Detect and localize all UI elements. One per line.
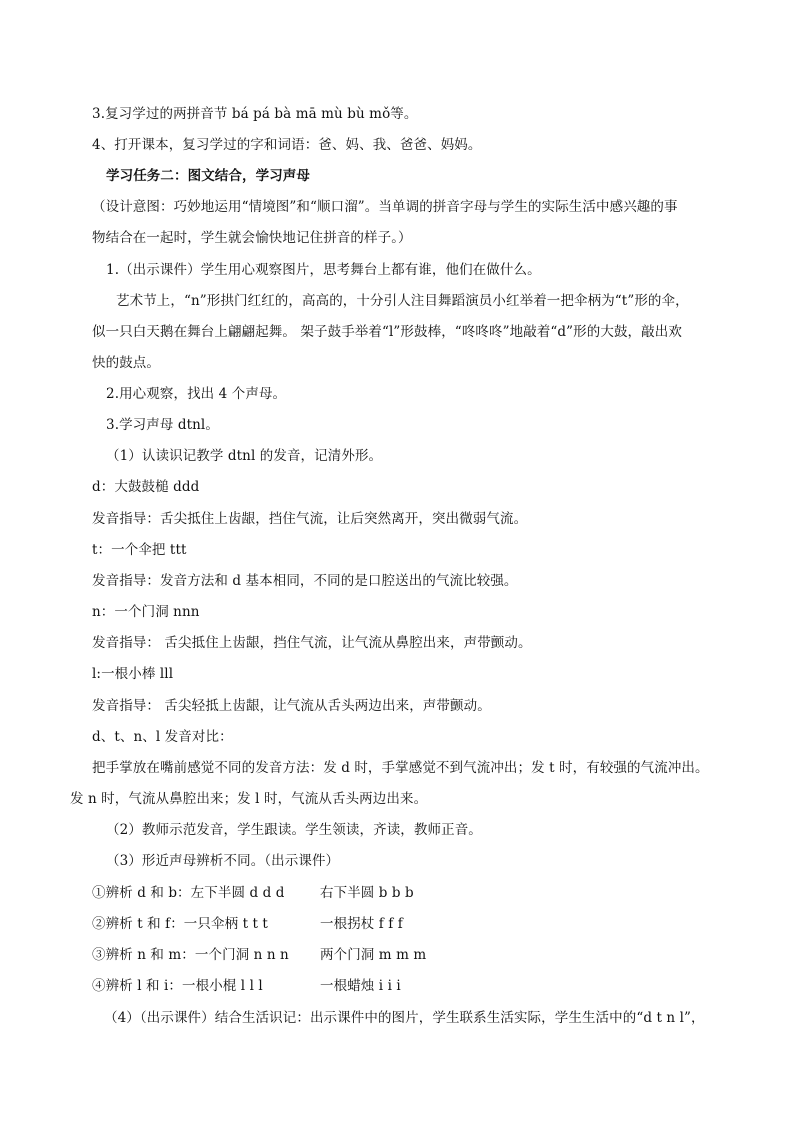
comparison-left: ①辨析 d 和 b：左下半圆 d d d: [92, 885, 285, 901]
text-line: 3.学习声母 dtnl。: [106, 417, 219, 433]
text-line: 发音指导：舌尖抵住上齿龈，挡住气流，让后突然离开，突出微弱气流。: [92, 511, 528, 527]
text-line: 物结合在一起时，学生就会愉快地记住拼音的样子。）: [92, 230, 412, 246]
text-line: n：一个门洞 nnn: [92, 604, 200, 620]
comparison-left: ③辨析 n 和 m：一个门洞 n n n: [92, 947, 289, 963]
text-line: 4、打开课本，复习学过的字和词语：爸、妈、我、爸爸、妈妈。: [92, 137, 482, 153]
text-line: （4）（出示课件）结合生活识记：出示课件中的图片，学生联系生活实际，学生生活中的“d t n l”，: [104, 1010, 705, 1026]
text-line: d：大鼓鼓槌 ddd: [92, 479, 200, 495]
text-line: （3）形近声母辨析不同。（出示课件）: [106, 853, 340, 869]
text-line: 发音指导： 舌尖轻抵上齿龈，让气流从舌头两边出来，声带颤动。: [92, 698, 491, 714]
text-line: 把手掌放在嘴前感觉不同的发音方法：发 d 时，手掌感觉不到气流冲出；发 t 时，有较强的气流冲出。: [92, 760, 709, 776]
comparison-right: 两个门洞 m m m: [320, 947, 427, 963]
text-line: 发 n 时，气流从鼻腔出来；发 l 时，气流从舌头两边出来。: [70, 791, 428, 807]
text-line: 发音指导：发音方法和 d 基本相同，不同的是口腔送出的气流比较强。: [92, 573, 518, 589]
comparison-left: ②辨析 t 和 f：一只伞柄 t t t: [92, 916, 268, 932]
text-line: （1）认读识记教学 dtnl 的发音，记清外形。: [106, 448, 383, 464]
comparison-left: ④辨析 l 和 i：一根小棍 l l l: [92, 978, 263, 994]
text-line: l:一根小棒 lll: [92, 666, 174, 682]
text-line: 1.（出示课件）学生用心观察图片，思考舞台上都有谁，他们在做什么。: [106, 262, 541, 278]
section-heading: 学习任务二：图文结合，学习声母: [106, 168, 310, 184]
text-line: 似一只白天鹅在舞台上翩翩起舞。 架子鼓手举着“l”形鼓棒，“咚咚咚”地敲着“d”形的大鼓，敲出欢: [92, 324, 682, 340]
comparison-right: 右下半圆 b b b: [320, 885, 414, 901]
comparison-right: 一根拐杖 f f f: [320, 916, 403, 932]
text-line: d、t、n、l 发音对比：: [92, 729, 233, 745]
comparison-right: 一根蜡烛 i i i: [320, 978, 401, 994]
text-line: 3.复习学过的两拼音节 bá pá bà mā mù bù mǒ等。: [92, 106, 418, 122]
text-line: 2.用心观察，找出 4 个声母。: [106, 386, 287, 402]
text-line: 发音指导： 舌尖抵住上齿龈，挡住气流，让气流从鼻腔出来，声带颤动。: [92, 635, 532, 651]
text-line: （设计意图：巧妙地运用“情境图”和“顺口溜”。当单调的拼音字母与学生的实际生活中感兴趣的事: [92, 199, 678, 215]
text-line: （2）教师示范发音，学生跟读。学生领读，齐读，教师正音。: [106, 822, 482, 838]
text-line: 快的鼓点。: [92, 355, 160, 371]
text-line: 艺术节上，“n”形拱门红红的，高高的，十分引人注目舞蹈演员小红举着一把伞柄为“t”形的伞，: [116, 293, 689, 309]
text-line: t：一个伞把 ttt: [92, 542, 187, 558]
